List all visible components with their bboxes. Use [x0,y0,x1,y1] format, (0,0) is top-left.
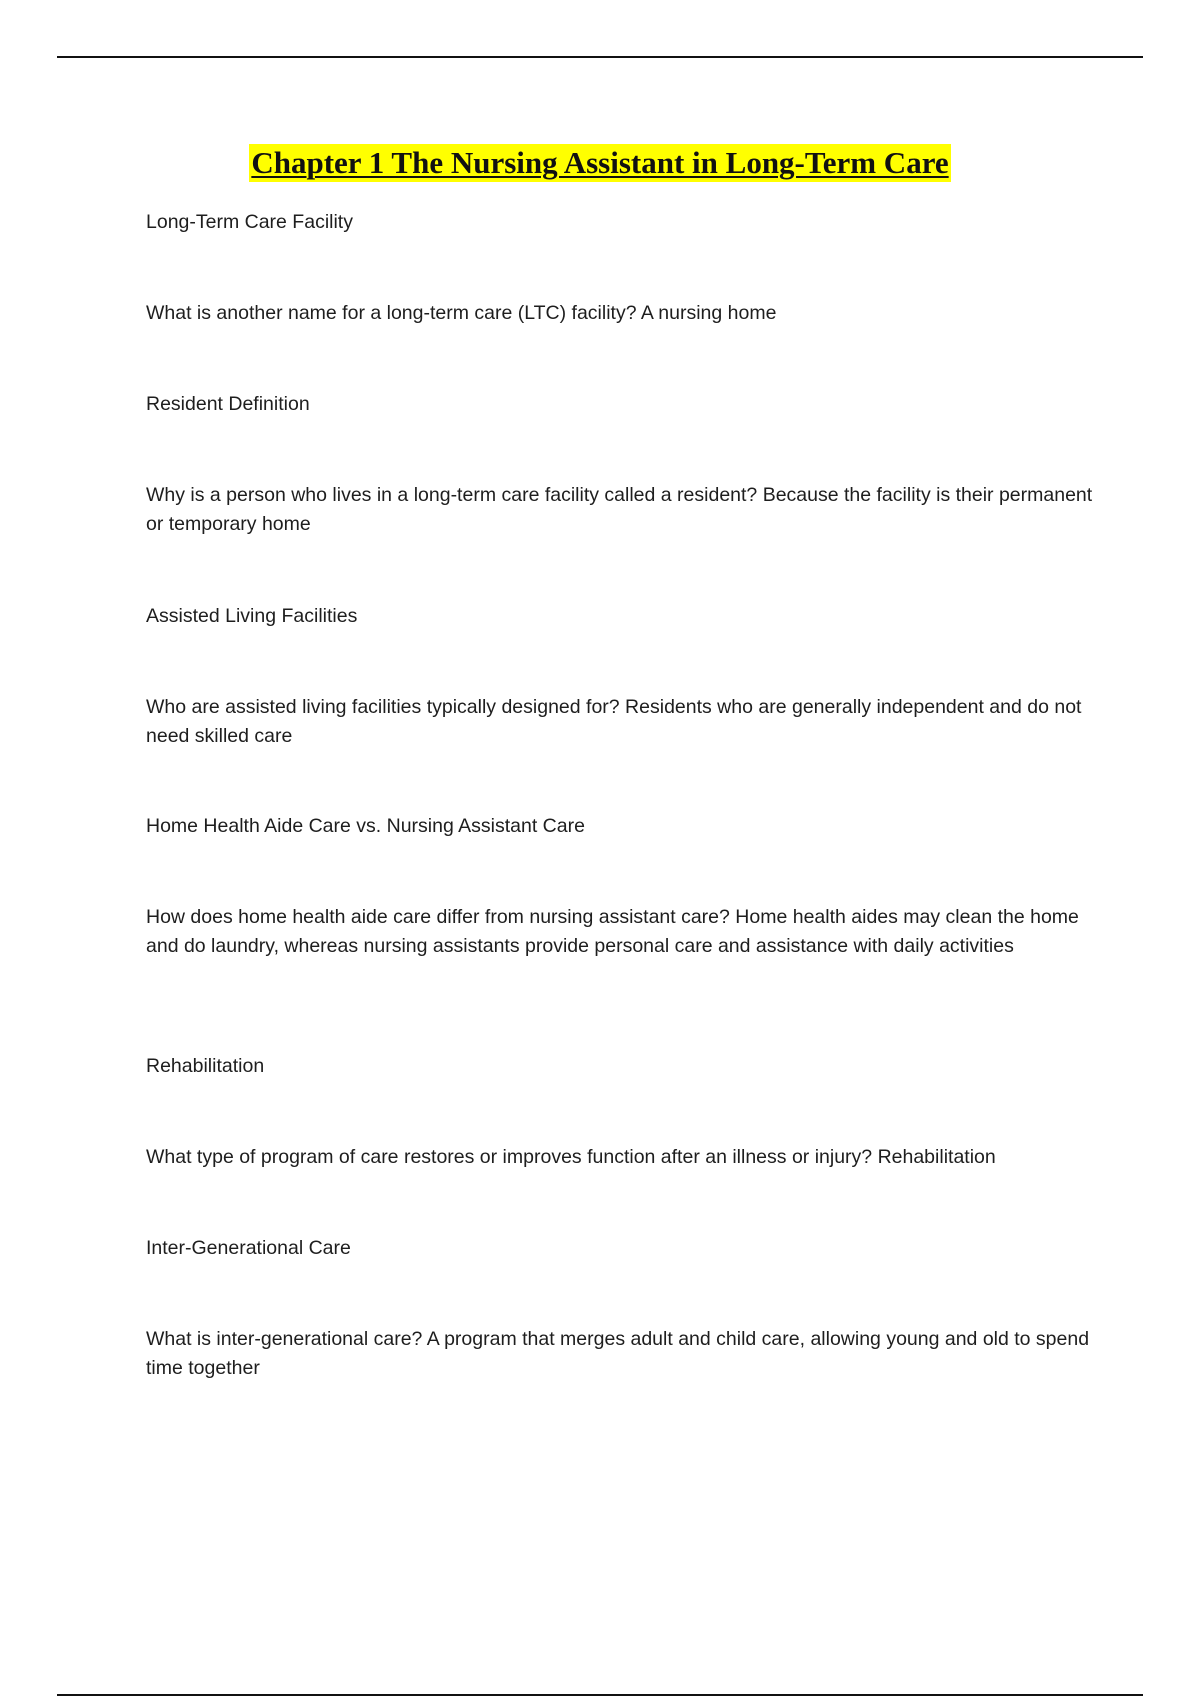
question-answer: What is inter-generational care? A program that merges adult and child care, allowing young and old to spend time together [146,1328,1090,1379]
term-heading: Rehabilitation [146,1055,265,1077]
question-answer: Why is a person who lives in a long-term care facility called a resident? Because the facility is their permanent or temporary home [146,484,1093,535]
bottom-rule [57,1694,1143,1696]
question-answer: Who are assisted living facilities typically designed for? Residents who are generally independent and do not need skilled care [146,696,1082,747]
term-heading: Home Health Aide Care vs. Nursing Assistant Care [146,815,585,837]
term-heading: Inter-Generational Care [146,1237,351,1259]
question-answer: How does home health aide care differ from nursing assistant care? Home health aides may clean the home and do laundry, whereas nursing assistants provide personal care and assistance with daily activities [146,906,1079,957]
term-heading: Resident Definition [146,393,310,415]
term-heading: Assisted Living Facilities [146,605,358,627]
page-title: Chapter 1 The Nursing Assistant in Long-Term Care [251,145,949,180]
question-answer: What type of program of care restores or improves function after an illness or injury? Rehabilitation [146,1146,996,1168]
top-rule [57,56,1143,58]
title-container [0,144,1200,182]
term-heading: Long-Term Care Facility [146,211,353,233]
question-answer: What is another name for a long-term care (LTC) facility? A nursing home [146,302,777,324]
